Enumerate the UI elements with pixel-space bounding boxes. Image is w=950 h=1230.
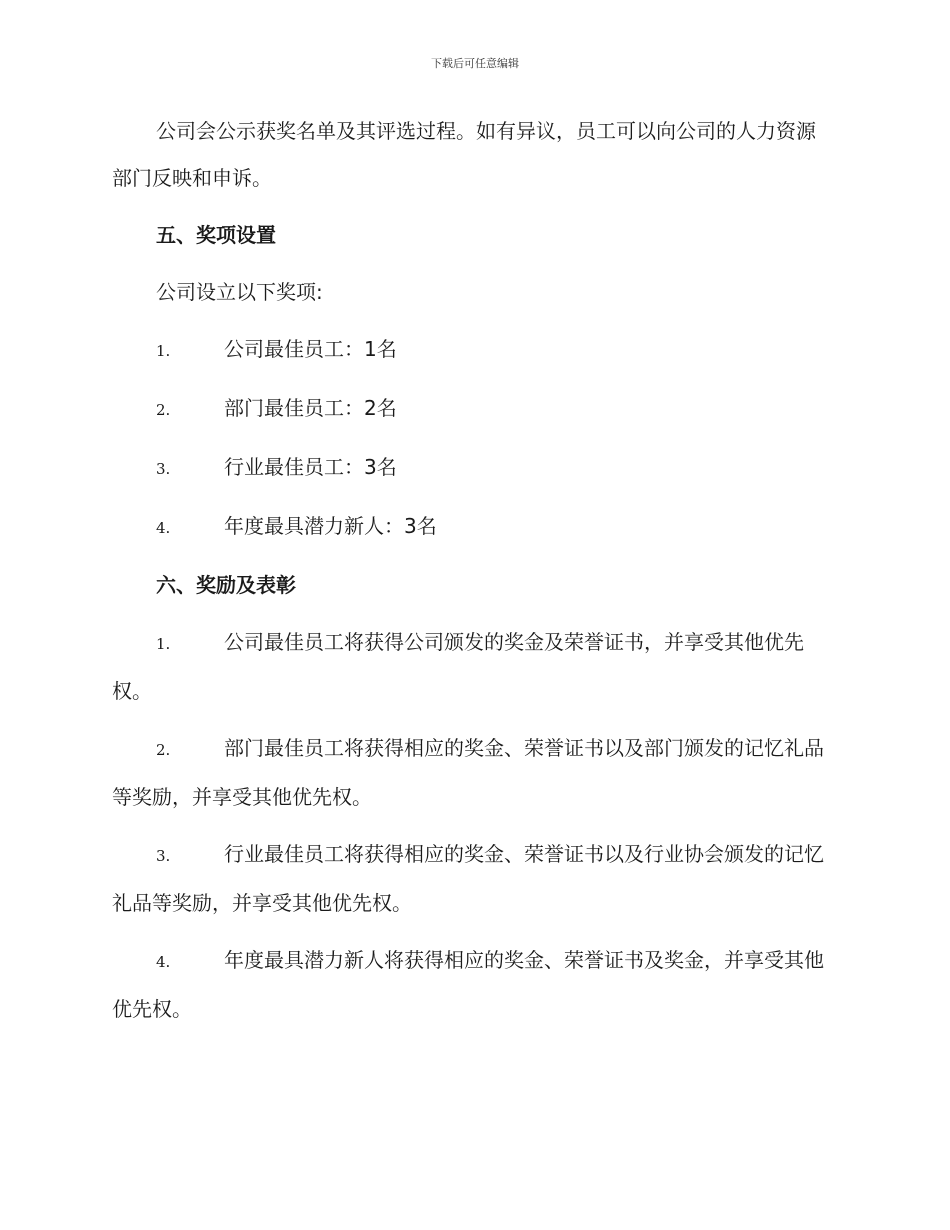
list-text: 年度最具潜力新人将获得相应的奖金、荣誉证书及奖金，并享受其他优先权。 — [112, 948, 824, 1021]
list-number: 3. — [156, 847, 171, 865]
document-body — [112, 108, 832, 1043]
list-number: 1. — [156, 635, 171, 653]
list-text: 年度最具潜力新人：3名 — [224, 514, 437, 538]
list-text: 行业最佳员工将获得相应的奖金、荣誉证书以及行业协会颁发的记忆礼品等奖励，并享受其他优先权。 — [112, 842, 824, 915]
page-header: 下载后可任意编辑 — [431, 57, 519, 70]
list-item — [112, 725, 832, 821]
intro-paragraph: 公司会公示获奖名单及其评选过程。如有异议，员工可以向公司的人力资源部门反映和申诉。 — [112, 119, 816, 190]
list-number: 4. — [156, 953, 171, 971]
list-text: 行业最佳员工：3名 — [224, 455, 397, 479]
list-number: 2. — [156, 401, 171, 419]
list-number: 4. — [156, 519, 171, 537]
list-item — [112, 444, 832, 493]
list-number: 3. — [156, 460, 171, 478]
list-item — [112, 385, 832, 434]
list-text: 部门最佳员工：2名 — [224, 396, 397, 420]
list-text: 部门最佳员工将获得相应的奖金、荣誉证书以及部门颁发的记忆礼品等奖励，并享受其他优先权。 — [112, 736, 824, 809]
list-item — [112, 937, 832, 1033]
list-text: 公司最佳员工：1名 — [224, 337, 397, 361]
list-item — [112, 831, 832, 927]
list-text: 公司最佳员工将获得公司颁发的奖金及荣誉证书，并享受其他优先权。 — [112, 630, 804, 703]
list-item — [112, 503, 832, 552]
section5-lead: 公司设立以下奖项: — [156, 280, 323, 304]
section5-heading: 五、奖项设置 — [156, 223, 276, 247]
section6-heading: 六、奖励及表彰 — [156, 573, 296, 597]
list-item — [112, 326, 832, 375]
list-number: 2. — [156, 741, 171, 759]
list-item — [112, 619, 832, 715]
list-number: 1. — [156, 342, 171, 360]
